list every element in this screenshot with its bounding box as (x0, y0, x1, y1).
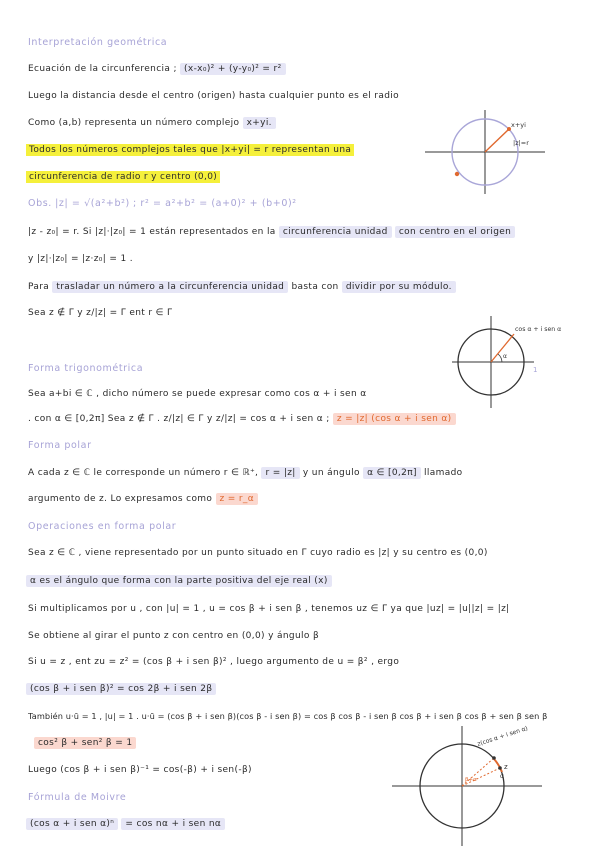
figure-circunferencia-radio (425, 108, 565, 198)
figure-circunferencia-unidad (452, 316, 582, 408)
heading-operaciones: Operaciones en forma polar (28, 521, 177, 532)
point-rotated (492, 756, 496, 760)
line-argumento (28, 492, 258, 506)
line-cuadrado: Si u = z , ent zu = z² = (cos β + i sen β)² , luego argumento de u = β² , ergo (28, 657, 400, 667)
todos-highlight: Todos los números complejos tales que |x+yi| = r representan una (26, 144, 354, 156)
angle-arc (498, 354, 502, 362)
heading-interpretacion: Interpretación geométrica (28, 37, 168, 48)
ecuacion-text: Ecuación de la circunferencia ; (28, 64, 177, 74)
label-radio: |z|=r (513, 139, 529, 147)
point-z (498, 766, 502, 770)
label-uno: 1 (533, 366, 538, 374)
label-alpha: α (503, 353, 507, 360)
line-angulo (26, 574, 332, 588)
line-tambien: También u·ū = 1 , |u| = 1 . u·ū = (cos β + i sen β)(cos β - i sen β) = cos β cos β - i sen β cos β + i sen β cos β + sen β sen β (28, 711, 548, 721)
line-ecuacion (28, 62, 286, 76)
angulo-text: y un ángulo (302, 468, 360, 478)
alpha-intervalo: α ∈ [0,2π] (363, 467, 421, 479)
line-corresponde (28, 466, 463, 480)
moivre-lhs: (cos α + i sen α)ⁿ (26, 818, 118, 830)
label-cos-sen: cos α + i sen α (515, 326, 562, 333)
llamado-text: llamado (424, 468, 463, 478)
line-producto: y |z|·|z₀| = |z·z₀| = 1 . (28, 254, 133, 264)
line-alpha (28, 412, 456, 426)
circunferencia-unidad: circunferencia unidad (279, 226, 392, 238)
figure-rotacion (392, 724, 552, 848)
obs-radio: ; r² = a²+b² = (a+0)² + (b+0)² (133, 198, 297, 209)
heading-moivre: Fórmula de Moivre (28, 792, 127, 803)
line-unidad (28, 225, 515, 239)
line-moivre (26, 817, 225, 831)
trasladar-text: trasladar un número a la circunferencia unidad (52, 281, 288, 293)
basta-text: basta con (291, 282, 339, 292)
como-text: Como (a,b) representa un número complejo (28, 118, 240, 128)
radius-line (485, 129, 509, 152)
line-como (28, 116, 276, 130)
ecuacion-formula: (x-x₀)² + (y-y₀)² = r² (180, 63, 286, 75)
obs-modulo: |z| = √(a²+b²) (55, 198, 130, 209)
line-multiplicamos: Si multiplicamos por u , con |u| = 1 , u = cos β + i sen β , tenemos uz ∈ Γ ya que |uz| = |u||z| = |z| (28, 604, 510, 614)
identidad-highlight: cos² β + sen² β = 1 (34, 737, 136, 749)
heading-polar: Forma polar (28, 440, 92, 451)
moivre-rhs: = cos nα + i sen nα (121, 818, 225, 830)
heading-trigonometrica: Forma trigonométrica (28, 363, 144, 374)
label-xyi: x+yi (511, 121, 526, 129)
label-z-rotado: z(cos α + i sen α) (476, 724, 529, 748)
line-inverso: Luego (cos β + i sen β)⁻¹ = cos(-β) + i sen(-β) (28, 765, 252, 775)
line-doble-angulo (26, 682, 216, 696)
forma-trig-result: z = |z| (cos α + i sen α) (333, 413, 456, 425)
dividir-text: dividir por su módulo. (342, 281, 456, 293)
point-orange (455, 172, 459, 176)
para-text: Para (28, 282, 50, 292)
line-todos (26, 143, 354, 157)
circunferencia-highlight: circunferencia de radio r y centro (0,0) (26, 171, 220, 183)
line-circunferencia (26, 170, 220, 184)
line-expresar: Sea a+bi ∈ ℂ , dicho número se puede expresar como cos α + i sen α (28, 389, 367, 399)
label-beta-alpha: β+α (465, 777, 477, 783)
line-sea: Sea z ∉ Γ y z/|z| = Γ ent r ∈ Γ (28, 308, 173, 318)
argumento-text: argumento de z. Lo expresamos como (28, 494, 213, 504)
r-modulo: r = |z| (261, 467, 299, 479)
line-girar: Se obtiene al girar el punto z con centro en (0,0) y ángulo β (28, 631, 320, 641)
unidad-text: |z - z₀| = r. Si |z|·|z₀| = 1 están representados en la (28, 227, 276, 237)
label-alpha: α (500, 773, 504, 780)
complex-form: x+yi. (243, 117, 276, 129)
line-obs (28, 197, 297, 211)
obs-label: Obs. (28, 198, 52, 209)
doble-angulo-highlight: (cos β + i sen β)² = cos 2β + i sen 2β (26, 683, 216, 695)
corresponde-text: A cada z ∈ ℂ le corresponde un número r ∈ ℝ⁺, (28, 468, 259, 478)
label-z: z (504, 763, 508, 771)
line-representado: Sea z ∈ ℂ , viene representado por un punto situado en Γ cuyo radio es |z| y su centro es (0,0) (28, 548, 488, 558)
line-distancia: Luego la distancia desde el centro (origen) hasta cualquier punto es el radio (28, 91, 399, 101)
line-identidad (34, 736, 136, 750)
alpha-text: . con α ∈ [0,2π] Sea z ∉ Γ . z/|z| ∈ Γ y z/|z| = cos α + i sen α ; (28, 414, 330, 424)
centro-origen: con centro en el origen (395, 226, 515, 238)
line-trasladar (28, 280, 456, 294)
forma-polar-result: z = r_α (216, 493, 259, 505)
angulo-highlight: α es el ángulo que forma con la parte positiva del eje real (x) (26, 575, 332, 587)
